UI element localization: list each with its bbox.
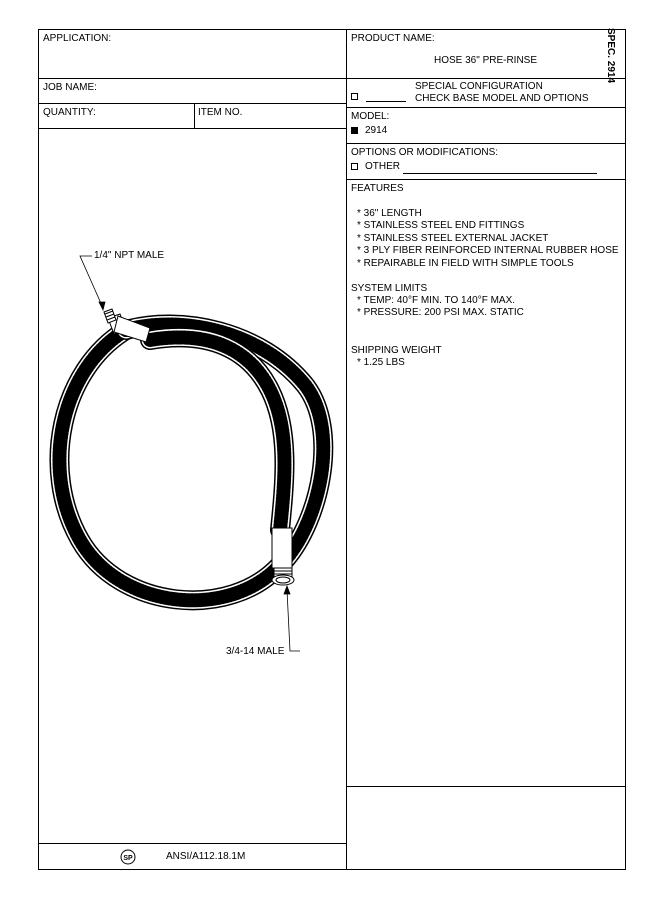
standard-label: ANSI/A112.18.1M [166, 851, 246, 862]
special-config-line2: CHECK BASE MODEL AND OPTIONS [415, 93, 589, 104]
features-label: FEATURES [351, 183, 404, 194]
left-rule-4 [38, 843, 346, 844]
special-config-underline [366, 101, 406, 102]
hose-drawing [0, 0, 346, 843]
right-rule-4 [346, 179, 626, 180]
model-value: 2914 [365, 125, 388, 136]
feature-item: * 3 PLY FIBER REINFORCED INTERNAL RUBBER HOSE [357, 245, 619, 256]
options-label: OPTIONS OR MODIFICATIONS: [351, 147, 499, 158]
other-checkbox[interactable] [351, 163, 358, 170]
shipping-weight-label: SHIPPING WEIGHT [351, 345, 442, 356]
system-limit-item: * PRESSURE: 200 PSI MAX. STATIC [357, 307, 524, 318]
other-underline [403, 173, 597, 174]
bottom-fitting [272, 528, 294, 585]
other-label: OTHER [365, 161, 400, 172]
right-rule-3 [346, 143, 626, 144]
spec-tag: SPEC. 2914 [605, 28, 616, 84]
system-limits-label: SYSTEM LIMITS [351, 283, 428, 294]
callout-bottom: 3/4-14 MALE [226, 646, 285, 657]
system-limit-item: * TEMP: 40°F MIN. TO 140°F MAX. [357, 295, 516, 306]
model-label: MODEL: [351, 111, 390, 122]
right-rule-5 [346, 786, 626, 787]
column-divider [346, 29, 347, 870]
right-rule-2 [346, 107, 626, 108]
feature-item: * REPAIRABLE IN FIELD WITH SIMPLE TOOLS [357, 258, 574, 269]
special-config-line1: SPECIAL CONFIGURATION [415, 81, 543, 92]
feature-item: * 36" LENGTH [357, 208, 422, 219]
application-label: APPLICATION: [43, 33, 112, 44]
feature-item: * STAINLESS STEEL END FITTINGS [357, 220, 525, 231]
callout-top: 1/4" NPT MALE [94, 250, 165, 261]
product-name-label: PRODUCT NAME: [351, 33, 435, 44]
model-checkbox[interactable] [351, 127, 358, 134]
shipping-weight-value: * 1.25 LBS [357, 357, 405, 368]
item-no-label: ITEM NO. [198, 107, 243, 118]
special-config-checkbox[interactable] [351, 93, 358, 100]
svg-text:SP: SP [123, 855, 133, 862]
csa-logo-icon [120, 849, 136, 865]
quantity-label: QUANTITY: [43, 107, 96, 118]
job-name-label: JOB NAME: [43, 82, 97, 93]
feature-item: * STAINLESS STEEL EXTERNAL JACKET [357, 233, 549, 244]
product-name-value: HOSE 36" PRE-RINSE [434, 55, 538, 66]
right-rule-1 [346, 78, 626, 79]
